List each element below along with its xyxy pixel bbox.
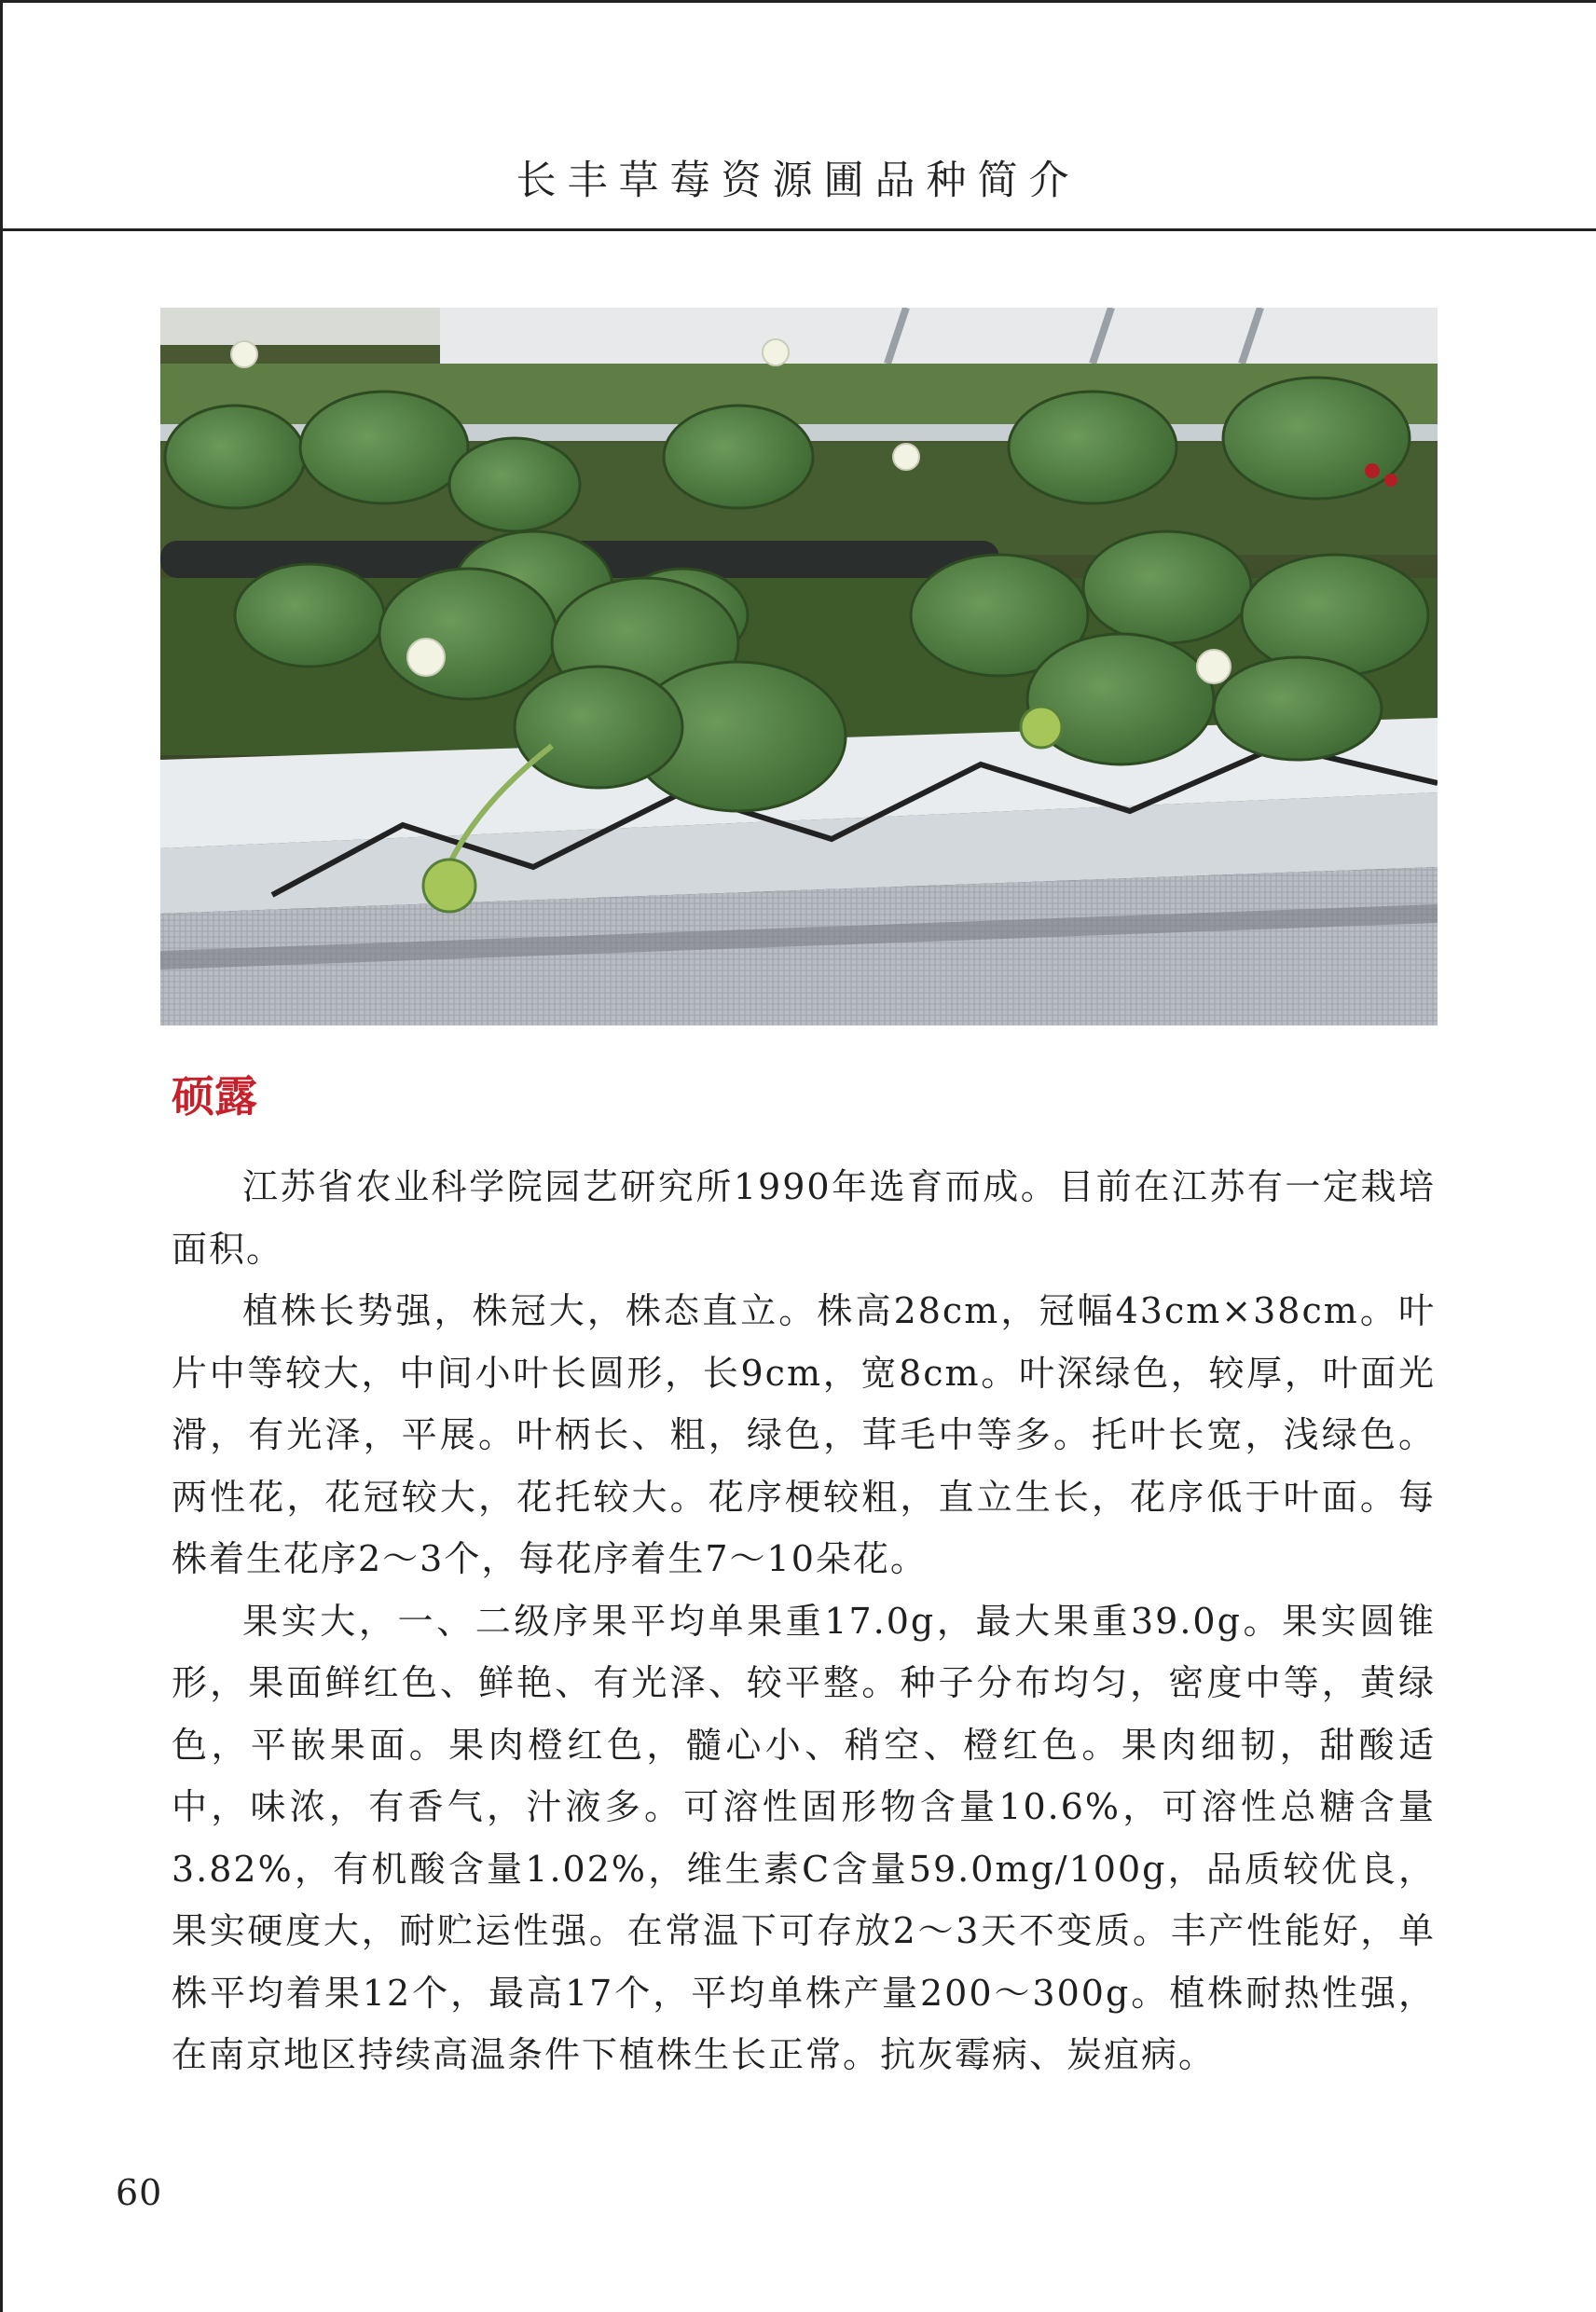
- strawberry-plants-photo: [160, 308, 1438, 1025]
- photo-illustration: [160, 308, 1438, 1025]
- page-number: 60: [116, 2172, 163, 2213]
- variety-description: [172, 1156, 1436, 2086]
- header-rule: [0, 228, 1596, 231]
- variety-title: 硕露: [172, 1071, 257, 1122]
- paragraph-fruit-traits: 果实大，一、二级序果平均单果重17.0g，最大果重39.0g。果实圆锥形，果面鲜红色、鲜艳、有光泽、较平整。种子分布均匀，密度中等，黄绿色，平嵌果面。果肉橙红色，髓心小、稍空、橙红色。果肉细韧，甜酸适中，味浓，有香气，汁液多。可溶性固形物含量10.6%，可溶性总糖含量3.82%，有机酸含量1.02%，维生素C含量59.0mg/100g，品质较优良，果实硬度大，耐贮运性强。在常温下可存放2～3天不变质。丰产性能好，单株平均着果12个，最高17个，平均单株产量200～300g。植株耐热性强，在南京地区持续高温条件下植株生长正常。抗灰霉病、炭疽病。: [172, 1600, 1436, 2075]
- running-header: 长丰草莓资源圃品种简介: [516, 158, 1080, 204]
- paragraph-plant-traits: 植株长势强，株冠大，株态直立。株高28cm，冠幅43cm×38cm。叶片中等较大，中间小叶长圆形，长9cm，宽8cm。叶深绿色，较厚，叶面光滑，有光泽，平展。叶柄长、粗，绿色，茸毛中等多。托叶长宽，浅绿色。两性花，花冠较大，花托较大。花序梗较粗，直立生长，花序低于叶面。每株着生花序2～3个，每花序着生7～10朵花。: [172, 1290, 1436, 1579]
- paragraph-origin: 江苏省农业科学院园艺研究所1990年选育而成。目前在江苏有一定栽培面积。: [172, 1166, 1436, 1270]
